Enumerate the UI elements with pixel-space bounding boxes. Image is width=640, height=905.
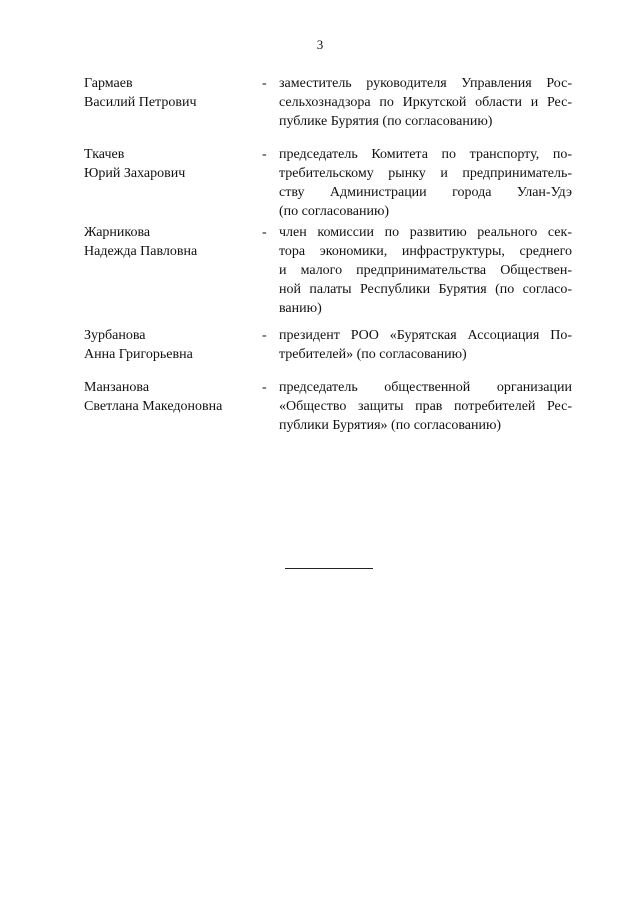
role-line: публики Бурятия» (по согласованию) (279, 418, 502, 433)
member-surname: Гармаев (84, 76, 133, 91)
end-separator-line (285, 568, 373, 569)
dash-separator: - (262, 380, 267, 395)
member-surname: Манзанова (84, 380, 150, 395)
member-given-names: Юрий Захарович (84, 166, 186, 181)
role-line: ству Администрации города Улан-Удэ (279, 185, 572, 200)
member-role (279, 223, 572, 318)
member-role (279, 326, 572, 364)
dash-separator: - (262, 225, 267, 240)
role-line: заместитель руководителя Управления Рос- (279, 76, 572, 91)
member-role (279, 74, 572, 131)
member-name (84, 74, 254, 112)
member-given-names: Светлана Македоновна (84, 399, 223, 414)
dash-separator: - (262, 328, 267, 343)
role-line: ванию) (279, 301, 322, 316)
role-line: требительскому рынку и предприниматель- (279, 166, 572, 181)
page-number: 3 (316, 37, 324, 52)
member-surname: Жарникова (84, 225, 151, 240)
role-line: и малого предпринимательства Обществен- (279, 263, 572, 278)
member-name (84, 145, 254, 183)
member-name (84, 378, 254, 416)
role-line: (по согласованию) (279, 204, 390, 219)
member-given-names: Василий Петрович (84, 95, 197, 110)
role-line: член комиссии по развитию реального сек- (279, 225, 572, 240)
dash-separator: - (262, 147, 267, 162)
member-name (84, 326, 254, 364)
role-line: ной палаты Республики Бурятия (по согласо- (279, 282, 572, 297)
role-line: председатель Комитета по транспорту, по- (279, 147, 572, 162)
role-line: публике Бурятия (по согласованию) (279, 114, 493, 129)
member-given-names: Анна Григорьевна (84, 347, 193, 362)
member-role (279, 378, 572, 435)
member-name (84, 223, 254, 261)
member-surname: Ткачев (84, 147, 125, 162)
role-line: председатель общественной организации (279, 380, 572, 395)
role-line: «Общество защиты прав потребителей Рес- (279, 399, 572, 414)
dash-separator: - (262, 76, 267, 91)
role-line: требителей» (по согласованию) (279, 347, 467, 362)
role-line: сельхознадзора по Иркутской области и Рес- (279, 95, 572, 110)
role-line: президент РОО «Бурятская Ассоциация По- (279, 328, 572, 343)
member-given-names: Надежда Павловна (84, 244, 198, 259)
role-line: тора экономики, инфраструктуры, среднего (279, 244, 572, 259)
member-role (279, 145, 572, 221)
member-surname: Зурбанова (84, 328, 146, 343)
